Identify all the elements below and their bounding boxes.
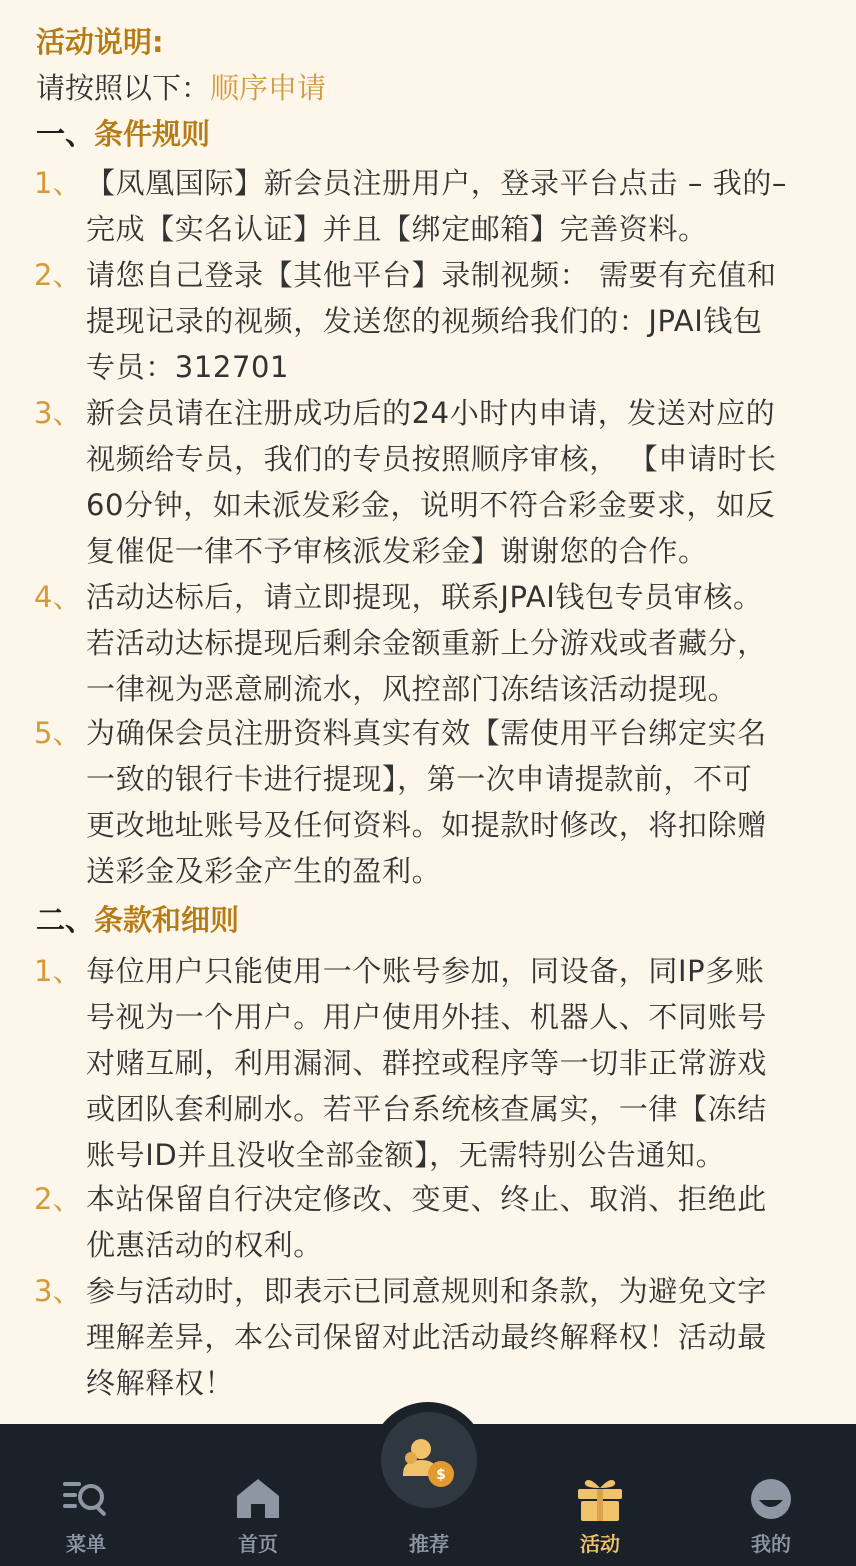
item-line: 60分钟，如未派发彩金，说明不符合彩金要求，如反	[86, 488, 776, 522]
nav-label: 我的	[751, 1532, 791, 1556]
svg-text:$: $	[436, 1467, 446, 1483]
section-prefix: 二、	[36, 903, 95, 937]
item-number: 2、	[34, 1182, 82, 1216]
item-line: 为确保会员注册资料真实有效【需使用平台绑定实名	[86, 716, 767, 750]
item-line: 完成【实名认证】并且【绑定邮箱】完善资料。	[86, 212, 708, 246]
menu-search-icon	[61, 1476, 111, 1520]
intro-text	[36, 68, 326, 108]
section-heading-terms	[36, 900, 239, 940]
item-line: 理解差异，本公司保留对此活动最终解释权！活动最	[86, 1320, 767, 1354]
nav-label: 推荐	[409, 1532, 449, 1556]
item-line: 复催促一律不予审核派发彩金】谢谢您的合作。	[86, 534, 708, 568]
item-line: 专员：312701	[86, 350, 290, 384]
activity-title: 活动说明:	[36, 25, 164, 59]
item-line: 或团队套利刷水。若平台系统核查属实，一律【冻结	[86, 1092, 767, 1126]
home-icon	[233, 1476, 283, 1520]
item-line: 【凤凰国际】新会员注册用户，登录平台点击 – 我的–	[86, 166, 788, 200]
nav-item-profile[interactable]	[716, 1470, 826, 1562]
nav-item-home[interactable]	[203, 1470, 313, 1562]
item-line: 视频给专员，我们的专员按照顺序审核， 【申请时长	[86, 442, 777, 476]
nav-label: 活动	[580, 1532, 620, 1556]
item-line: 一致的银行卡进行提现】，第一次申请提款前，不可	[86, 762, 753, 796]
nav-item-menu[interactable]	[31, 1470, 141, 1562]
item-line: 新会员请在注册成功后的24小时内申请，发送对应的	[86, 396, 776, 430]
item-line: 本站保留自行决定修改、变更、终止、取消、拒绝此	[86, 1182, 767, 1216]
item-number: 1、	[34, 954, 82, 988]
item-line: 优惠活动的权利。	[86, 1228, 323, 1262]
section-title: 条件规则	[94, 117, 211, 151]
item-line: 每位用户只能使用一个账号参加，同设备，同IP多账	[86, 954, 765, 988]
item-number: 3、	[34, 1274, 82, 1308]
item-number: 2、	[34, 258, 82, 292]
item-line: 号视为一个用户。用户使用外挂、机器人、不同账号	[86, 1000, 767, 1034]
item-line: 账号ID并且没收全部金额】，无需特别公告通知。	[86, 1138, 726, 1172]
section-prefix: 一、	[36, 117, 95, 151]
nav-label: 菜单	[66, 1532, 106, 1556]
item-line: 对赌互刷，利用漏洞、群控或程序等一切非正常游戏	[86, 1046, 767, 1080]
item-line: 更改地址账号及任何资料。如提款时修改，将扣除赠	[86, 808, 767, 842]
nav-item-activity[interactable]	[545, 1470, 655, 1562]
profile-smile-icon	[746, 1476, 796, 1522]
section-title: 条款和细则	[94, 903, 240, 937]
item-line: 若活动达标提现后剩余金额重新上分游戏或者藏分，	[86, 626, 767, 660]
nav-label: 首页	[238, 1532, 278, 1556]
gift-icon	[575, 1476, 625, 1522]
item-number: 4、	[34, 580, 82, 614]
item-line: 提现记录的视频，发送您的视频给我们的：JPAI钱包	[86, 304, 763, 338]
nav-item-recommend[interactable]	[374, 1470, 484, 1562]
section-heading-rules	[36, 114, 210, 154]
item-line: 参与活动时，即表示已同意规则和条款，为避免文字	[86, 1274, 767, 1308]
item-number: 5、	[34, 716, 82, 750]
item-number: 3、	[34, 396, 82, 430]
item-line: 终解释权！	[86, 1366, 235, 1400]
intro-highlight: 顺序申请	[210, 71, 327, 105]
item-line: 活动达标后，请立即提现，联系JPAI钱包专员审核。	[86, 580, 763, 614]
item-line: 一律视为恶意刷流水，风控部门冻结该活动提现。	[86, 672, 738, 706]
item-number: 1、	[34, 166, 82, 200]
item-line: 送彩金及彩金产生的盈利。	[86, 854, 442, 888]
item-line: 请您自己登录【其他平台】录制视频： 需要有充值和	[86, 258, 777, 292]
intro-prefix: 请按照以下：	[36, 71, 211, 105]
